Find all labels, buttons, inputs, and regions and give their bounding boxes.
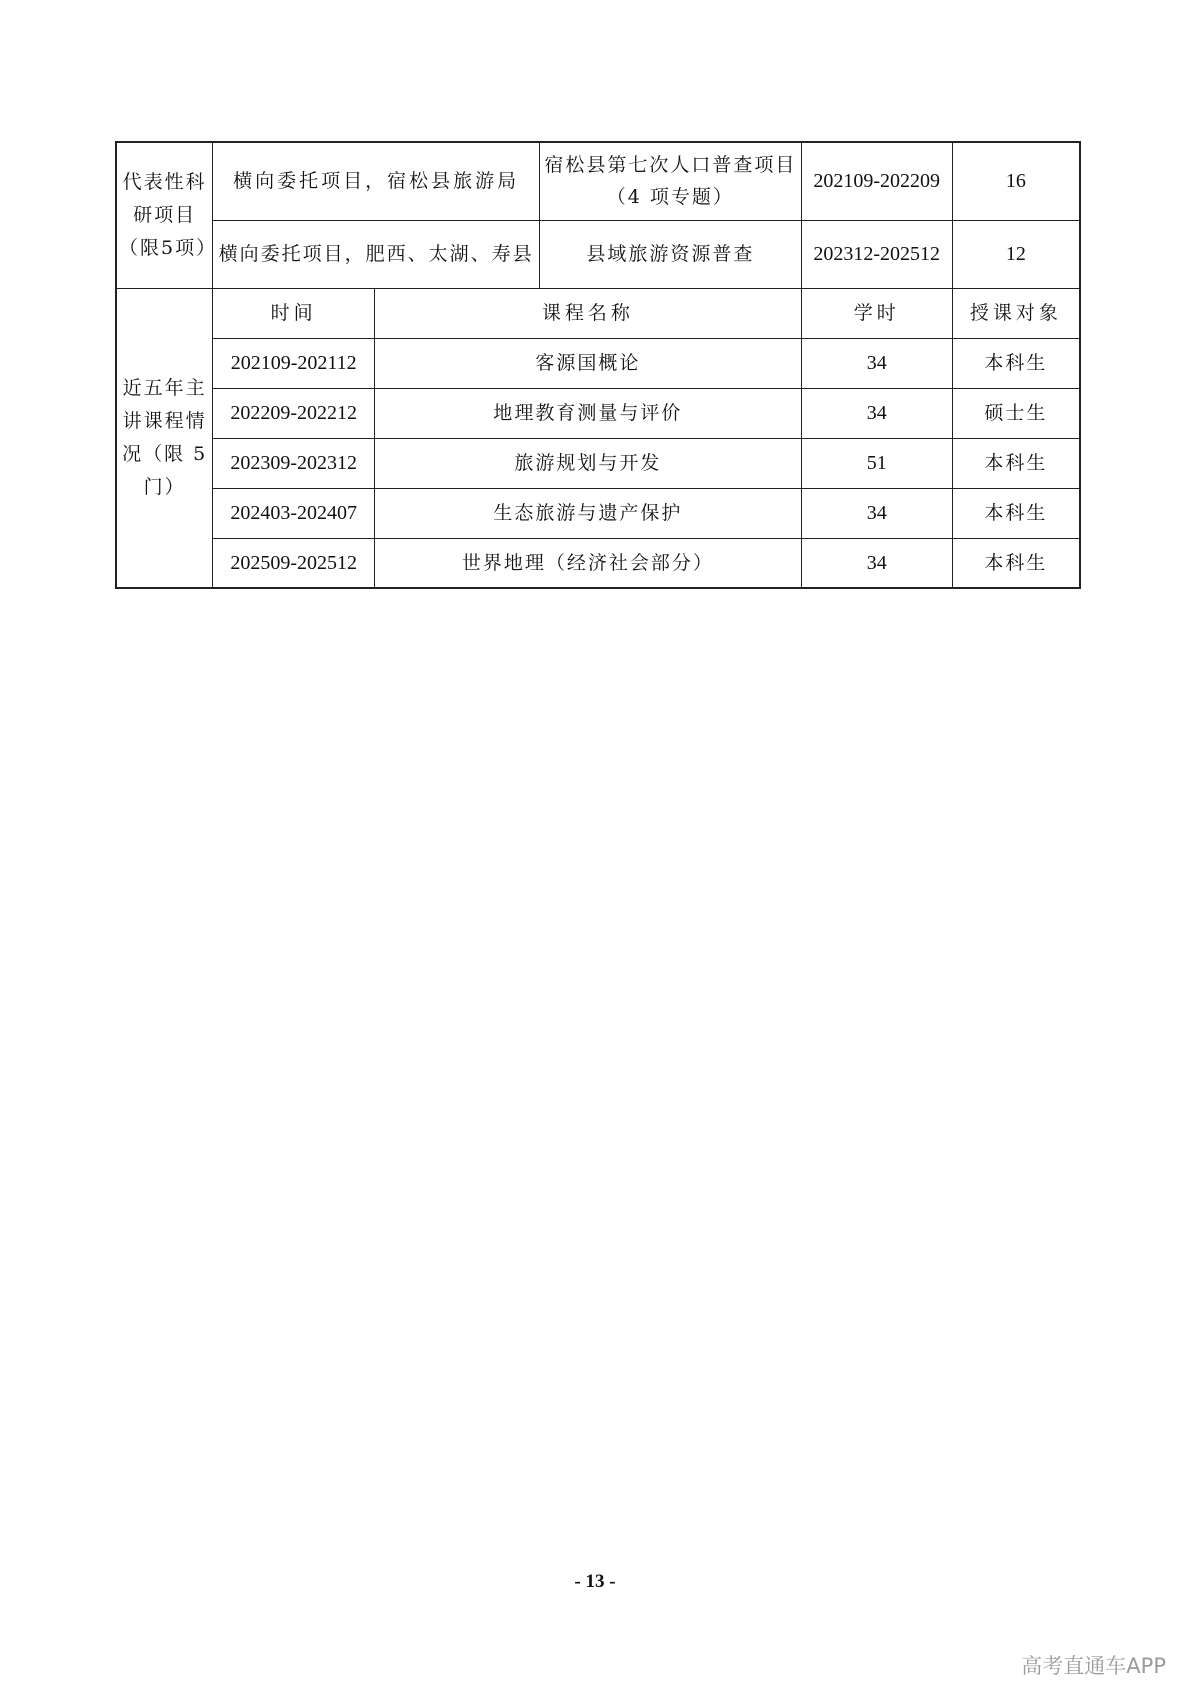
research-title: 宿松县第七次人口普查项目（4 项专题） bbox=[539, 142, 801, 220]
course-time: 202109-202112 bbox=[213, 338, 375, 388]
course-hours: 51 bbox=[801, 438, 952, 488]
research-row bbox=[116, 220, 1080, 288]
page-number: - 13 - bbox=[574, 1571, 616, 1592]
research-source: 横向委托项目，肥西、太湖、寿县 bbox=[213, 220, 540, 288]
course-name: 生态旅游与遗产保护 bbox=[375, 488, 802, 538]
course-row bbox=[116, 438, 1080, 488]
research-period: 202312-202512 bbox=[801, 220, 952, 288]
course-audience: 本科生 bbox=[952, 538, 1080, 588]
research-source: 横向委托项目，宿松县旅游局 bbox=[213, 142, 540, 220]
course-hours: 34 bbox=[801, 388, 952, 438]
course-time: 202209-202212 bbox=[213, 388, 375, 438]
info-table bbox=[115, 141, 1081, 589]
course-row bbox=[116, 388, 1080, 438]
course-hours: 34 bbox=[801, 338, 952, 388]
course-audience: 本科生 bbox=[952, 338, 1080, 388]
research-title: 县域旅游资源普查 bbox=[539, 220, 801, 288]
header-time: 时间 bbox=[213, 288, 375, 338]
course-audience: 硕士生 bbox=[952, 388, 1080, 438]
course-row bbox=[116, 338, 1080, 388]
header-audience: 授课对象 bbox=[952, 288, 1080, 338]
course-name: 地理教育测量与评价 bbox=[375, 388, 802, 438]
header-hours: 学时 bbox=[801, 288, 952, 338]
courses-section-label: 近五年主讲课程情况（限 5 门） bbox=[116, 288, 213, 588]
course-row bbox=[116, 488, 1080, 538]
course-time: 202509-202512 bbox=[213, 538, 375, 588]
research-period: 202109-202209 bbox=[801, 142, 952, 220]
course-time: 202309-202312 bbox=[213, 438, 375, 488]
course-name: 客源国概论 bbox=[375, 338, 802, 388]
research-row bbox=[116, 142, 1080, 220]
course-audience: 本科生 bbox=[952, 438, 1080, 488]
course-hours: 34 bbox=[801, 538, 952, 588]
watermark: 高考直通车APP bbox=[1021, 1654, 1166, 1678]
course-hours: 34 bbox=[801, 488, 952, 538]
research-section-label: 代表性科研项目（限5项） bbox=[116, 142, 213, 288]
research-count: 16 bbox=[952, 142, 1080, 220]
course-row bbox=[116, 538, 1080, 588]
course-audience: 本科生 bbox=[952, 488, 1080, 538]
research-count: 12 bbox=[952, 220, 1080, 288]
course-time: 202403-202407 bbox=[213, 488, 375, 538]
courses-header-row bbox=[116, 288, 1080, 338]
header-course-name: 课程名称 bbox=[375, 288, 802, 338]
course-name: 旅游规划与开发 bbox=[375, 438, 802, 488]
course-name: 世界地理（经济社会部分） bbox=[375, 538, 802, 588]
